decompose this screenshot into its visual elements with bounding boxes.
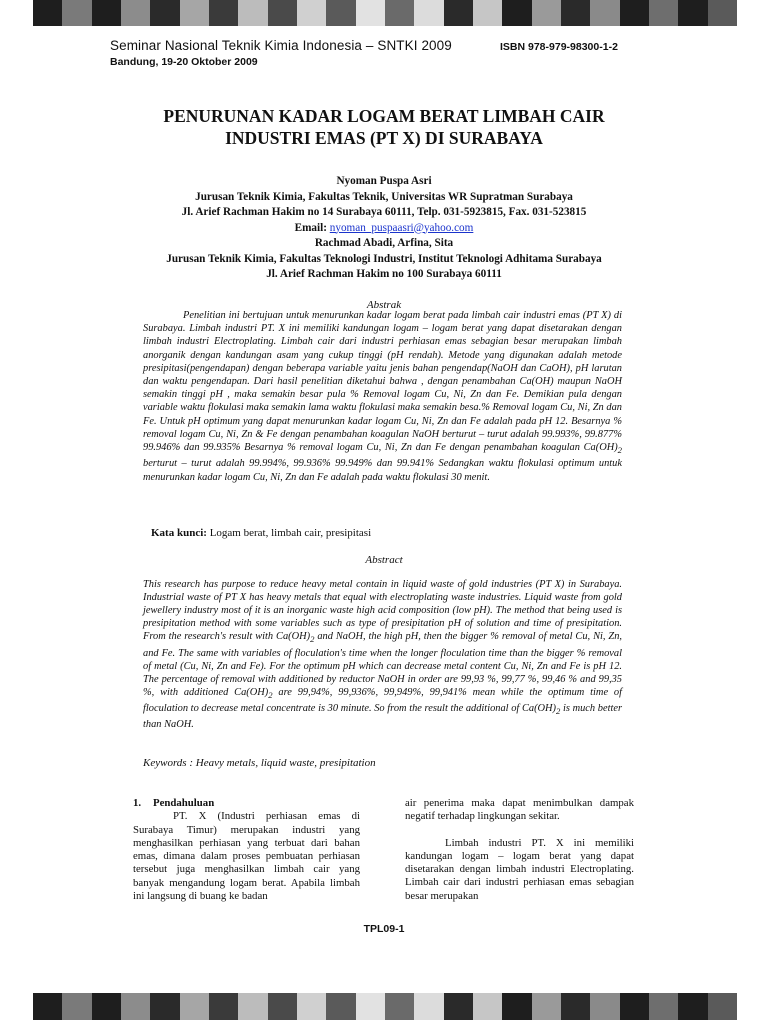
address-1: Jl. Arief Rachman Hakim no 14 Surabaya 60111, Telp. 031-5923815, Fax. 031-523815 bbox=[181, 206, 587, 218]
paper-title-line-2: INDUSTRI EMAS (PT X) DI SURABAYA bbox=[225, 128, 543, 148]
band-segment bbox=[473, 0, 502, 26]
abstract-text-c: are 99,94%, 99,936%, 99,949%, 99,941% mean while the optimum time of floculation to decrease metal concentrate is 30 minute. So from the result the additional of Ca(OH) bbox=[143, 686, 622, 714]
author-name-2: Rachmad Abadi, Arfina, Sita bbox=[314, 237, 454, 249]
band-segment bbox=[444, 993, 473, 1020]
section-heading bbox=[133, 797, 360, 810]
author-name-1: Nyoman Puspa Asri bbox=[336, 175, 432, 187]
band-segment bbox=[297, 0, 326, 26]
band-segment bbox=[326, 993, 355, 1020]
band-segment bbox=[414, 993, 443, 1020]
abstract-subscript-1: 2 bbox=[310, 634, 315, 645]
band-segment bbox=[297, 993, 326, 1020]
band-segment bbox=[238, 993, 267, 1020]
paper-title-line-1: PENURUNAN KADAR LOGAM BERAT LIMBAH CAIR bbox=[163, 106, 605, 126]
band-segment bbox=[590, 0, 619, 26]
abstract-text-a: This research has purpose to reduce heavy metal contain in liquid waste of gold industries (PT X) in Surabaya. Industrial waste of PT X has heavy metals that equal with electroplating waste industries. Liquid waste from gold jewellery industry most of it is an inorganic waste high acid composition (low pH). The method that being used is presipitation method with some variables such as type of presipitation pH of solution and time of presipitation. From the research's result with Ca(OH) bbox=[143, 579, 622, 643]
intro-paragraph-1-text: PT. X (Industri perhiasan emas di Surabaya Timur) merupakan industri yang menghasilkan perhiasan yang terbuat dari bahan emas, dimana dalam proses pembuatan perhiasan tersebut juga menghasilkan limbah cair yang banyak mengandung logam berat. Apabila limbah ini langsung di buang ke badan bbox=[133, 810, 360, 903]
abstrak-subscript: 2 bbox=[617, 445, 622, 456]
intro-paragraph-1 bbox=[133, 810, 360, 903]
band-segment bbox=[385, 993, 414, 1020]
abstract-subscript-3: 2 bbox=[556, 706, 561, 717]
body-column-left bbox=[133, 797, 360, 903]
author-block bbox=[100, 174, 668, 283]
email-label: Email: bbox=[294, 221, 327, 234]
band-segment bbox=[502, 993, 531, 1020]
band-segment bbox=[620, 0, 649, 26]
abstract-subscript-2: 2 bbox=[268, 689, 273, 700]
band-segment bbox=[62, 993, 91, 1020]
band-segment bbox=[678, 993, 707, 1020]
band-segment bbox=[33, 993, 62, 1020]
band-segment bbox=[209, 993, 238, 1020]
abstrak-body bbox=[143, 309, 622, 484]
conference-title: Seminar Nasional Teknik Kimia Indonesia – SNTKI 2009 bbox=[110, 38, 452, 53]
band-segment bbox=[150, 993, 179, 1020]
band-segment bbox=[561, 0, 590, 26]
band-segment bbox=[708, 0, 737, 26]
email-link[interactable]: nyoman_puspaasri@yahoo.com bbox=[329, 221, 474, 234]
top-decorative-band bbox=[33, 0, 737, 26]
band-segment bbox=[649, 993, 678, 1020]
band-segment bbox=[356, 993, 385, 1020]
email-line bbox=[100, 221, 668, 237]
band-segment bbox=[708, 993, 737, 1020]
affiliation-2: Jurusan Teknik Kimia, Fakultas Teknologi Industri, Institut Teknologi Adhitama Surabaya bbox=[166, 252, 602, 265]
band-segment bbox=[678, 0, 707, 26]
band-segment bbox=[180, 993, 209, 1020]
band-segment bbox=[444, 0, 473, 26]
abstrak-text-b: berturut – turut adalah 99.994%, 99.936% 99.949% dan 99.941% Sedangkan waktu flokulasi optimum untuk menurunkan kadar logam Cu, Ni, Zn dan Fe adalah pada waktu flokulasi 30 menit. bbox=[143, 458, 622, 483]
conference-date: Bandung, 19-20 Oktober 2009 bbox=[110, 56, 258, 68]
band-segment bbox=[561, 993, 590, 1020]
abstract-body bbox=[143, 578, 622, 731]
band-segment bbox=[150, 0, 179, 26]
band-segment bbox=[238, 0, 267, 26]
band-segment bbox=[180, 0, 209, 26]
abstrak-text-a: Penelitian ini bertujuan untuk menurunkan kadar logam berat pada limbah cair industri emas (PT X) di Surabaya. Limbah industri PT. X ini memiliki kandungan logam – logam berat yang dapat disetarakan dengan limbah industri Electroplating. Limbah cair dari industri perhiasan emas sebagian besar merupakan limbah anorganik dengan kandungan asam yang cukup tinggi (pH rendah). Metode yang digunakan adalah metode presipitasi(pengendapan) dengan beberapa variable yaitu jenis bahan pengendap(NaOH dan CaOH), pH larutan dan waktu pengendapan. Dari hasil penelitian diketahui bahwa , dengan penambahan Ca(OH) maupun NaOH semakin tinggi pH , maka semakin besar pula % Removal logam Cu, Ni, Zn dan Fe. Demikian pula dengan variable waktu flokulasi maka semakin lama waktu flokulasi maka semakin besa.% Removal logam Cu, Ni, Zn dan Fe. Untuk pH optimum yang dapat menurunkan kadar logam Cu, Ni, Zn dan Fe adalah pada pH 12. Besarnya % removal logam Cu, Ni, Zn & Fe dengan penambahan koagulan NaOH berturut – turut adalah 99.993%, 99.877% 99.946% dan 99.935% Besarnya % removal logam Cu, Ni, Zn dan Fe dengan penambahan koagulan Ca(OH) bbox=[143, 310, 622, 454]
conference-header bbox=[110, 38, 452, 68]
band-segment bbox=[620, 993, 649, 1020]
band-segment bbox=[473, 993, 502, 1020]
band-segment bbox=[268, 993, 297, 1020]
affiliation-1: Jurusan Teknik Kimia, Fakultas Teknik, Universitas WR Supratman Surabaya bbox=[195, 190, 573, 203]
band-segment bbox=[92, 0, 121, 26]
band-segment bbox=[649, 0, 678, 26]
kata-kunci-text: Logam berat, limbah cair, presipitasi bbox=[206, 527, 372, 539]
abstract-heading: Abstract bbox=[365, 554, 403, 566]
band-segment bbox=[209, 0, 238, 26]
band-segment bbox=[590, 993, 619, 1020]
band-segment bbox=[532, 0, 561, 26]
band-segment bbox=[92, 993, 121, 1020]
band-segment bbox=[62, 0, 91, 26]
isbn: ISBN 978-979-98300-1-2 bbox=[500, 41, 618, 53]
abstract-text-d: is much better than NaOH. bbox=[143, 703, 622, 731]
band-segment bbox=[268, 0, 297, 26]
band-segment bbox=[121, 993, 150, 1020]
band-segment bbox=[33, 0, 62, 26]
band-segment bbox=[414, 0, 443, 26]
intro-paragraph-2-text: Limbah industri PT. X ini memiliki kandungan logam – logam berat yang dapat disetarakan dengan limbah industri Electroplating. Limbah cair dari industri perhiasan emas sebagian besar merupakan bbox=[405, 836, 634, 902]
band-segment bbox=[121, 0, 150, 26]
address-2: Jl. Arief Rachman Hakim no 100 Surabaya 60111 bbox=[266, 268, 502, 280]
body-column-right bbox=[405, 797, 634, 903]
intro-paragraph-2 bbox=[405, 837, 634, 903]
kata-kunci bbox=[151, 527, 371, 539]
bottom-decorative-band bbox=[33, 993, 737, 1020]
band-segment bbox=[356, 0, 385, 26]
abstract-text-b: and NaOH, the high pH, then the bigger % removal of metal Cu, Ni, Zn, and Fe. The same with variables of floculation's time when the longer floculation time than the bigger % removal of metal (Cu, Ni, Zn and Fe). For the optimum pH which can decrease metal content Cu, Ni, Zn and Fe is pH 12. The percentage of removal with additioned by reductor NaOH in order are 99,93 %, 99,77 %, 99,46 % and 99,35 %, with additioned Ca(OH) bbox=[143, 631, 622, 698]
intro-paragraph-1-continued: air penerima maka dapat menimbulkan dampak negatif terhadap lingkungan sekitar. bbox=[405, 797, 634, 823]
kata-kunci-label: Kata kunci: bbox=[151, 527, 207, 539]
page-code: TPL09-1 bbox=[363, 923, 405, 935]
keywords-en: Keywords : Heavy metals, liquid waste, presipitation bbox=[143, 757, 376, 769]
band-segment bbox=[326, 0, 355, 26]
abstrak-heading: Abstrak bbox=[366, 299, 402, 311]
paper-title bbox=[110, 105, 658, 149]
band-segment bbox=[502, 0, 531, 26]
band-segment bbox=[385, 0, 414, 26]
band-segment bbox=[532, 993, 561, 1020]
section-title: Pendahuluan bbox=[153, 797, 215, 809]
section-number: 1. bbox=[133, 797, 142, 809]
